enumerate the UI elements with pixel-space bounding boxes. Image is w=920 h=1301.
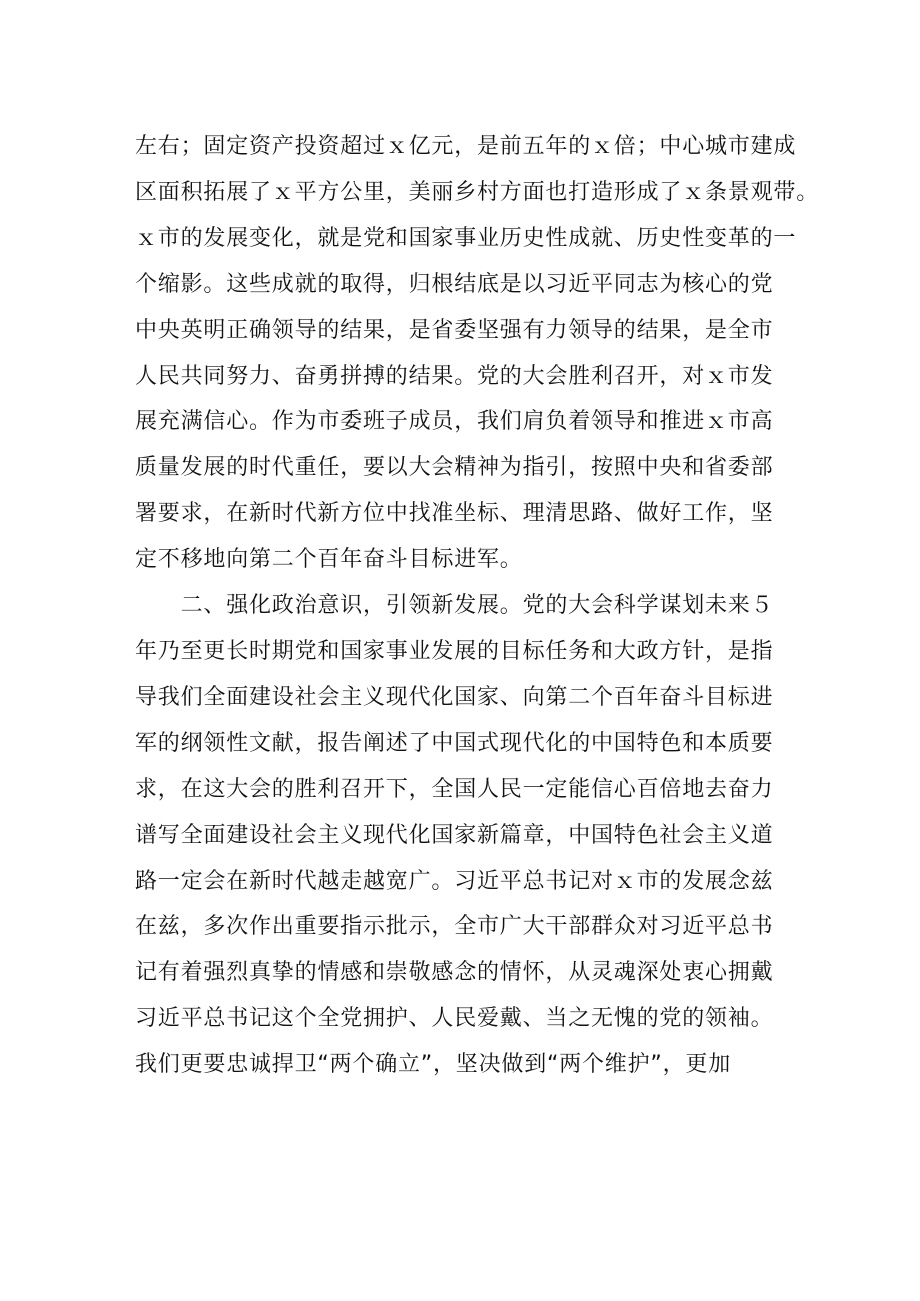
paragraph	[135, 583, 815, 1088]
text-line: 质量发展的时代重任，要以大会精神为指引，按照中央和省委部	[135, 455, 774, 481]
text-line: 人民共同努力、奋勇拼搏的结果。党的大会胜利召开，对ｘ市发	[135, 363, 774, 389]
document-body	[135, 124, 820, 1088]
text-line: 记有着强烈真挚的情感和崇敬感念的情怀，从灵魂深处衷心拥戴	[135, 960, 774, 986]
text-line: 我们更要忠诚捍卫“两个确立”，坚决做到“两个维护”，更加	[135, 1052, 731, 1078]
text-line: 个缩影。这些成就的取得，归根结底是以习近平同志为核心的党	[135, 271, 774, 297]
text-line: 求，在这大会的胜利召开下，全国人民一定能信心百倍地去奋力	[135, 776, 774, 802]
text-line: 署要求，在新时代新方位中找准坐标、理清思路、做好工作，坚	[135, 501, 774, 527]
text-line: ｘ市的发展变化，就是党和国家事业历史性成就、历史性变革的一	[135, 225, 797, 251]
text-line: 年乃至更长时期党和国家事业发展的目标任务和大政方针，是指	[135, 638, 774, 664]
text-line: 路一定会在新时代越走越宽广。习近平总书记对ｘ市的发展念兹	[135, 868, 774, 894]
text-line: 导我们全面建设社会主义现代化国家、向第二个百年奋斗目标进	[135, 684, 774, 710]
text-line: 左右；固定资产投资超过ｘ亿元，是前五年的ｘ倍；中心城市建成	[135, 134, 797, 159]
text-line: 在兹，多次作出重要指示批示，全市广大干部群众对习近平总书	[135, 914, 774, 940]
text-line: 谱写全面建设社会主义现代化国家新篇章，中国特色社会主义道	[135, 822, 774, 848]
text-line: 二、强化政治意识，引领新发展。党的大会科学谋划未来５	[135, 593, 774, 619]
text-line: 习近平总书记这个全党拥护、人民爱戴、当之无愧的党的领袖。	[135, 1006, 774, 1032]
text-line: 军的纲领性文献，报告阐述了中国式现代化的中国特色和本质要	[135, 730, 774, 756]
text-line: 定不移地向第二个百年奋斗目标进军。	[135, 547, 523, 573]
text-line: 中央英明正确领导的结果，是省委坚强有力领导的结果，是全市	[135, 317, 774, 343]
text-line: 展充满信心。作为市委班子成员，我们肩负着领导和推进ｘ市高	[135, 409, 774, 435]
text-line: 区面积拓展了ｘ平方公里，美丽乡村方面也打造形成了ｘ条景观带。	[135, 179, 820, 205]
paragraph	[135, 124, 820, 583]
